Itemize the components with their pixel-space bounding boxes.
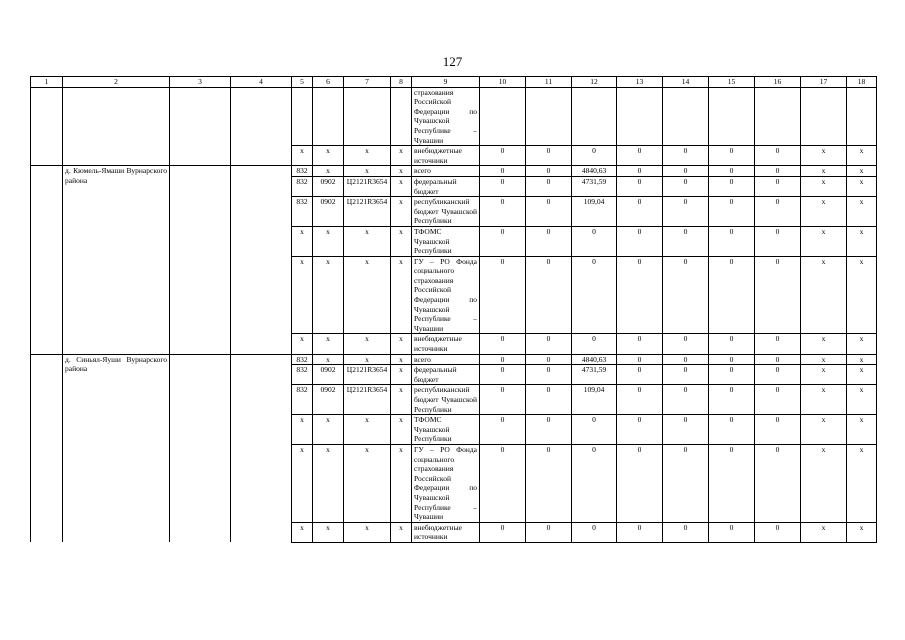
cell-value: 0 — [526, 146, 572, 166]
cell-value: 0 — [617, 354, 663, 365]
header-row — [31, 77, 877, 88]
cell-value — [801, 87, 847, 146]
cell-gr-code: 832 — [292, 166, 313, 177]
cell-section-code: х — [313, 146, 344, 166]
column-number: 18 — [847, 77, 877, 88]
cell-value: 0 — [526, 365, 572, 385]
cell-expense-code: х — [391, 176, 412, 196]
cell-target-code: х — [344, 146, 391, 166]
cell-value: 0 — [526, 444, 572, 522]
cell-target-code: х — [344, 354, 391, 365]
cell-value: 0 — [572, 256, 617, 334]
cell-target-code: х — [344, 256, 391, 334]
cell-value: 0 — [526, 166, 572, 177]
cell-value: 0 — [480, 176, 526, 196]
cell-settlement — [63, 87, 170, 166]
cell-value: 0 — [617, 176, 663, 196]
cell-gr-code: х — [292, 415, 313, 445]
cell-value: 0 — [663, 415, 709, 445]
cell-value: 0 — [480, 354, 526, 365]
cell-funding-source: республиканский бюджет Чувашской Республики — [412, 385, 480, 415]
cell-value: 0 — [709, 385, 755, 415]
cell-value: 0 — [755, 176, 801, 196]
cell-value: 0 — [617, 256, 663, 334]
cell-value: 0 — [663, 334, 709, 354]
cell-value: 0 — [709, 197, 755, 227]
cell-value: х — [847, 354, 877, 365]
cell-value: 0 — [709, 334, 755, 354]
cell-value: 0 — [709, 354, 755, 365]
cell-value: 0 — [572, 146, 617, 166]
cell-value: 0 — [663, 226, 709, 256]
cell-value: 0 — [480, 256, 526, 334]
column-number: 3 — [170, 77, 231, 88]
cell-gr-code: 832 — [292, 385, 313, 415]
column-number: 15 — [709, 77, 755, 88]
cell-target-code: х — [344, 444, 391, 522]
cell-value: 0 — [755, 256, 801, 334]
column-number: 1 — [31, 77, 63, 88]
cell-section-code: 0902 — [313, 385, 344, 415]
cell-value: 0 — [480, 444, 526, 522]
cell-value: 0 — [526, 522, 572, 542]
cell-value: 0 — [709, 256, 755, 334]
cell-value: 0 — [663, 354, 709, 365]
cell-value: 4731,59 — [572, 176, 617, 196]
cell-value: х — [847, 365, 877, 385]
cell-value: 109,04 — [572, 385, 617, 415]
cell-value: х — [847, 146, 877, 166]
cell-value: 0 — [709, 365, 755, 385]
cell-value — [755, 87, 801, 146]
cell-value: 0 — [617, 226, 663, 256]
cell-settlement-name: д. Синьял-Яуши Вурнарского района — [63, 354, 170, 542]
cell-value: 0 — [617, 385, 663, 415]
cell-value: х — [801, 444, 847, 522]
cell-section-code: 0902 — [313, 365, 344, 385]
cell-expense-code: х — [391, 334, 412, 354]
cell-value: х — [801, 176, 847, 196]
cell-expense-code — [391, 87, 412, 146]
cell-value: 0 — [755, 146, 801, 166]
cell-expense-code: х — [391, 354, 412, 365]
cell-value — [663, 87, 709, 146]
cell-value: 0 — [480, 166, 526, 177]
cell-funding-source: ТФОМС Чувашской Республики — [412, 415, 480, 445]
cell-value: 0 — [480, 226, 526, 256]
cell-section-code: х — [313, 354, 344, 365]
column-number: 6 — [313, 77, 344, 88]
cell-value: 0 — [480, 365, 526, 385]
cell-value: 0 — [709, 415, 755, 445]
cell-value: х — [847, 176, 877, 196]
cell-gr-code: х — [292, 146, 313, 166]
cell-target-code: Ц2121R3654 — [344, 365, 391, 385]
cell-expense-code: х — [391, 226, 412, 256]
cell-value: 0 — [572, 334, 617, 354]
cell-col3 — [170, 166, 231, 354]
cell-value — [526, 87, 572, 146]
cell-value: 0 — [526, 197, 572, 227]
cell-section-code: х — [313, 226, 344, 256]
cell-funding-source: страхования Российской Федерации по Чувашской Республике – Чувашии — [412, 87, 480, 146]
cell-value: х — [801, 415, 847, 445]
cell-value: х — [847, 415, 877, 445]
cell-value: 0 — [663, 197, 709, 227]
cell-target-code: х — [344, 166, 391, 177]
cell-value — [709, 87, 755, 146]
cell-value: 0 — [755, 354, 801, 365]
cell-value: 0 — [663, 365, 709, 385]
column-number: 14 — [663, 77, 709, 88]
cell-value: 0 — [709, 444, 755, 522]
cell-funding-source: всего — [412, 166, 480, 177]
cell-value: х — [801, 197, 847, 227]
cell-expense-code: х — [391, 166, 412, 177]
cell-value: 0 — [572, 415, 617, 445]
cell-col4 — [231, 87, 292, 166]
cell-value: х — [801, 354, 847, 365]
column-number: 4 — [231, 77, 292, 88]
cell-funding-source: внебюджетные источники — [412, 146, 480, 166]
cell-col4 — [231, 354, 292, 542]
cell-value: х — [847, 334, 877, 354]
cell-value: 0 — [480, 334, 526, 354]
cell-expense-code: х — [391, 444, 412, 522]
cell-value: х — [801, 226, 847, 256]
cell-value — [617, 87, 663, 146]
cell-value: 0 — [617, 522, 663, 542]
column-number: 16 — [755, 77, 801, 88]
cell-value: 0 — [755, 365, 801, 385]
cell-value: 0 — [617, 197, 663, 227]
cell-value: 0 — [755, 197, 801, 227]
column-number: 11 — [526, 77, 572, 88]
cell-settlement-name: д. Кюмель-Ямаши Вурнарского района — [63, 166, 170, 354]
cell-value: 109,04 — [572, 197, 617, 227]
cell-value: х — [847, 197, 877, 227]
cell-value: 0 — [663, 385, 709, 415]
cell-target-code: х — [344, 415, 391, 445]
cell-col4 — [231, 166, 292, 354]
cell-value: 0 — [480, 415, 526, 445]
table-row — [31, 354, 877, 365]
cell-value: 0 — [709, 176, 755, 196]
column-number: 12 — [572, 77, 617, 88]
cell-value: 0 — [755, 415, 801, 445]
table-row — [31, 166, 877, 177]
cell-section-code: 0902 — [313, 197, 344, 227]
cell-funding-source: федеральный бюджет — [412, 365, 480, 385]
cell-funding-source: ГУ – РО Фонда социального страхования Российской Федерации по Чувашской Республике – Чувашии — [412, 444, 480, 522]
cell-gr-code: х — [292, 256, 313, 334]
cell-index — [31, 354, 63, 542]
budget-table — [30, 76, 877, 543]
column-number: 17 — [801, 77, 847, 88]
cell-value: 0 — [617, 166, 663, 177]
cell-value: 0 — [755, 385, 801, 415]
cell-value: х — [801, 522, 847, 542]
cell-value: 0 — [663, 256, 709, 334]
cell-value — [572, 87, 617, 146]
cell-value: 0 — [617, 334, 663, 354]
cell-value: х — [847, 256, 877, 334]
cell-target-code: х — [344, 522, 391, 542]
cell-value: 0 — [755, 334, 801, 354]
cell-gr-code: х — [292, 334, 313, 354]
cell-target-code: х — [344, 226, 391, 256]
cell-section-code: х — [313, 415, 344, 445]
cell-value: 0 — [663, 176, 709, 196]
cell-value: 0 — [572, 522, 617, 542]
cell-value: 0 — [480, 146, 526, 166]
cell-value: 0 — [663, 166, 709, 177]
cell-target-code: х — [344, 334, 391, 354]
column-number: 9 — [412, 77, 480, 88]
table-row — [31, 87, 877, 146]
cell-value: 0 — [480, 522, 526, 542]
column-number: 8 — [391, 77, 412, 88]
cell-value: 0 — [617, 365, 663, 385]
cell-section-code: х — [313, 256, 344, 334]
cell-funding-source: федеральный бюджет — [412, 176, 480, 196]
cell-funding-source: внебюджетные источники — [412, 522, 480, 542]
cell-value: 0 — [755, 444, 801, 522]
cell-col3 — [170, 87, 231, 166]
cell-value: 0 — [526, 256, 572, 334]
cell-value: 0 — [709, 146, 755, 166]
column-number: 13 — [617, 77, 663, 88]
cell-gr-code — [292, 87, 313, 146]
cell-value: 0 — [709, 522, 755, 542]
cell-gr-code: 832 — [292, 197, 313, 227]
cell-value: 4840,63 — [572, 166, 617, 177]
cell-value: 4840,63 — [572, 354, 617, 365]
cell-value: 0 — [526, 354, 572, 365]
cell-section-code: х — [313, 444, 344, 522]
column-number: 10 — [480, 77, 526, 88]
cell-value: 0 — [480, 197, 526, 227]
cell-expense-code: х — [391, 385, 412, 415]
cell-value: 0 — [526, 226, 572, 256]
cell-funding-source: ГУ – РО Фонда социального страхования Российской Федерации по Чувашской Республике – Чувашии — [412, 256, 480, 334]
cell-value: 0 — [526, 176, 572, 196]
cell-gr-code: 832 — [292, 365, 313, 385]
cell-funding-source: ТФОМС Чувашской Республики — [412, 226, 480, 256]
cell-gr-code: х — [292, 522, 313, 542]
cell-value: х — [847, 444, 877, 522]
cell-value: 0 — [617, 415, 663, 445]
cell-section-code: х — [313, 166, 344, 177]
column-number: 7 — [344, 77, 391, 88]
cell-target-code: Ц2121R3654 — [344, 197, 391, 227]
cell-expense-code: х — [391, 415, 412, 445]
cell-funding-source: республиканский бюджет Чувашской Республики — [412, 197, 480, 227]
cell-expense-code: х — [391, 256, 412, 334]
cell-index — [31, 166, 63, 354]
cell-index — [31, 87, 63, 166]
column-number: 5 — [292, 77, 313, 88]
cell-gr-code: 832 — [292, 354, 313, 365]
cell-expense-code: х — [391, 197, 412, 227]
cell-target-code: Ц2121R3654 — [344, 176, 391, 196]
cell-target-code: Ц2121R3654 — [344, 385, 391, 415]
cell-gr-code: 832 — [292, 176, 313, 196]
cell-expense-code: х — [391, 146, 412, 166]
cell-value: 0 — [755, 166, 801, 177]
cell-value — [847, 87, 877, 146]
column-number: 2 — [63, 77, 170, 88]
cell-gr-code: х — [292, 226, 313, 256]
cell-value: х — [801, 146, 847, 166]
cell-value: х — [847, 522, 877, 542]
cell-value: х — [801, 365, 847, 385]
cell-col3 — [170, 354, 231, 542]
cell-value: 0 — [572, 226, 617, 256]
cell-section-code — [313, 87, 344, 146]
cell-value: 0 — [526, 385, 572, 415]
cell-value: 0 — [709, 166, 755, 177]
cell-value: 0 — [755, 522, 801, 542]
cell-value: 0 — [663, 444, 709, 522]
cell-value: 0 — [526, 334, 572, 354]
cell-value — [480, 87, 526, 146]
cell-value: 0 — [526, 415, 572, 445]
cell-value: х — [801, 166, 847, 177]
cell-value: х — [847, 385, 877, 415]
cell-value: х — [801, 256, 847, 334]
cell-value: х — [847, 226, 877, 256]
cell-target-code — [344, 87, 391, 146]
cell-value: х — [847, 166, 877, 177]
cell-value: 0 — [617, 444, 663, 522]
cell-expense-code: х — [391, 522, 412, 542]
cell-funding-source: всего — [412, 354, 480, 365]
cell-value: 4731,59 — [572, 365, 617, 385]
cell-value: х — [801, 334, 847, 354]
cell-value: 0 — [617, 146, 663, 166]
cell-gr-code: х — [292, 444, 313, 522]
cell-value: 0 — [663, 146, 709, 166]
page-number: 127 — [442, 54, 463, 69]
cell-value: 0 — [480, 385, 526, 415]
cell-section-code: х — [313, 334, 344, 354]
cell-section-code: х — [313, 522, 344, 542]
cell-expense-code: х — [391, 365, 412, 385]
cell-value: х — [801, 385, 847, 415]
cell-value: 0 — [572, 444, 617, 522]
cell-value: 0 — [709, 226, 755, 256]
cell-section-code: 0902 — [313, 176, 344, 196]
cell-funding-source: внебюджетные источники — [412, 334, 480, 354]
cell-value: 0 — [663, 522, 709, 542]
cell-value: 0 — [755, 226, 801, 256]
